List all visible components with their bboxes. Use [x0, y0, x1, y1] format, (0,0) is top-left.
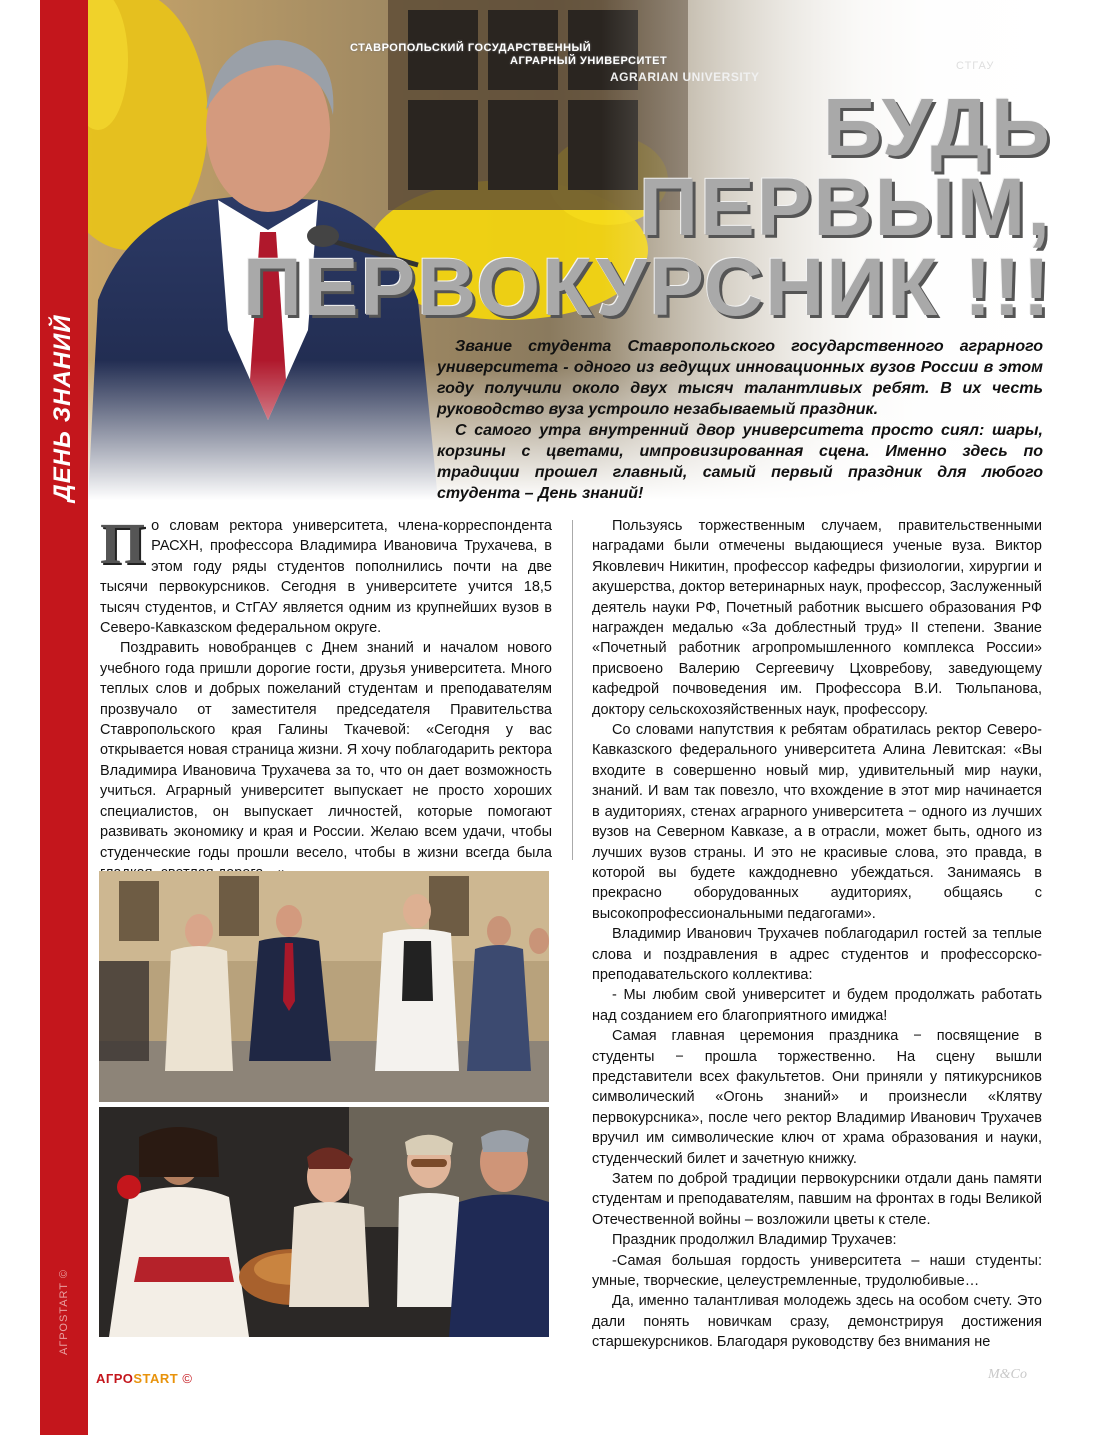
body-paragraph: Владимир Иванович Трухачев поблагодарил гостей за теплые слова и поздравления в адрес студентов и профессорско-преподавательского коллектива: — [592, 926, 1042, 983]
brand-part-start: START — [133, 1371, 179, 1386]
procession-illustration — [99, 871, 549, 1102]
body-paragraph: Поздравить новобранцев с Днем знаний и началом нового учебного года пришли дорогие гости, друзья университета. Много теплых слов и добрых пожеланий студентам и преподавателям прозвучало от заместителя председателя Правительства Ставропольского края Галины Ткачевой: «Сегодня у вас открывается новая страница жизни. Я хочу поблагодарить ректора Владимира Ивановича Трухачева за то, что он дает возможность учиться. Аграрный университет выпускает не просто хороших специалистов, он выпускает личностей, которые помогают развивать экономику и края и России. Желаю всем удачи, чтобы студенческие годы прошли весело, чтобы в жизни всегда была — [100, 640, 552, 861]
university-name-en: AGRARIAN UNIVERSITY — [610, 70, 760, 84]
university-name-line2: АГРАРНЫЙ УНИВЕРСИТЕТ — [510, 55, 668, 67]
side-small-label: АГРОSTART © — [58, 1269, 70, 1355]
university-name-line1: СТАВРОПОЛЬСКИЙ ГОСУДАРСТВЕННЫЙ — [350, 42, 592, 54]
body-paragraph: -Самая большая гордость университета – наши студенты: умные, творческие, целеустремленные, трудолюбивые… — [592, 1252, 1042, 1290]
lead-paragraph: Звание студента Ставропольского государственного аграрного университета - одного из ведущих инновационных вузов России в этом году получили около двух тысяч талантливых ребят. В их честь руководство вуза устроило незабываемый праздник. — [437, 338, 1043, 418]
body-paragraph: - Мы любим свой университет и будем продолжать работать над созданием его благоприятного имиджа! — [592, 987, 1042, 1024]
headline-line2: ПЕРВЫМ, — [639, 162, 1052, 253]
body-text: о словам ректора университета, члена-корреспондента РАСХН, профессора Владимира Ивановича Трухачева, в этом году ряды студентов пополнились почти на две тысячи первокурсников. Сегодня в университете учится 18,5 тысяч студентов, и СтГАУ является одним из крупнейших вузов в Северо-Кавказском федеральном округе. — [100, 518, 552, 637]
university-name-ru — [350, 42, 667, 68]
body-paragraph: Пользуясь торжественным случаем, правительственными наградами были отмечены выдающиеся ученые вуза. Виктор Яковлевич Никитин, профессор кафедры физиологии, хирургии и акушерства, доктор ветеринарных наук, профессор, Заслуженный деятель науки РФ, Почетный работник высшего образования РФ награжден медалью «За доблестный труд» II степени. Звание «Почетный работник агропромышленного комплекса России» присвоено Валерию Сергеевичу Цховребову, заведующему кафедрой почвоведения им. Профессора В.И. Тюльпанова, доктору сельскохозяйственных наук, профессору. — [592, 518, 1042, 718]
article-column-left — [100, 511, 552, 883]
column-divider — [572, 520, 573, 860]
section-label: ДЕНЬ ЗНАНИЙ — [49, 314, 76, 502]
article-column-right — [592, 516, 1042, 1353]
photo-bread-ceremony — [99, 1107, 549, 1337]
section-label-wrap — [42, 310, 86, 520]
lead-paragraph: С самого утра внутренний двор университета просто сиял: шары, корзины с цветами, импровизированная сцена. Именно здесь по традиции прошел главный, самый первый праздник для любого студента – День знаний! — [437, 422, 1043, 502]
brand-copyright: © — [178, 1371, 193, 1386]
body-paragraph — [100, 511, 552, 638]
body-paragraph: Затем по доброй традиции первокурсники отдали дань памяти студентам и преподавателям, павшим на фронтах в годы Великой Отечественной войны – возложили цветы к стеле. — [592, 1171, 1042, 1228]
corner-tag: СТГАУ — [956, 60, 995, 72]
body-paragraph: Самая главная церемония праздника − посвящение в студенты − прошла торжественно. На сцену вышли представители всех факультетов. Они приняли у пятикурсников символический «Огонь знаний» и произнесли «Клятву первокурсника», после чего ректор Владимир Иванович Трухачев вручил им символические ключ от храма образования и науки, студенческий билет и зачетную книжку. — [592, 1028, 1042, 1167]
footer-mark: М&Со — [988, 1367, 1027, 1382]
body-paragraph: Со словами напутствия к ребятам обратилась ректор Северо-Кавказского федерального университета Алина Левитская: «Вы входите в совершенно новый мир, удивительный мир науки, знаний. И вам так повезло, что вхождение в этот мир начинается в аудиториях, стенах аграрного университета − одного из лучших вузов на Северном Кавказе, а в отрасли, может быть, одного из лучших вузов страны. И это не красивые слова, это правда, в которой вы будете каждодневно убеждаться. Занимаясь в прекрасно оборудованных аудиториях, общаясь с высокопрофессиональными педагогами». — [592, 722, 1042, 922]
body-paragraph: Да, именно талантливая молодежь здесь на особом счету. Это дали понять новичкам сразу, демонстрируя достижения старшекурсников. Благодаря руководству без внимания не — [592, 1293, 1042, 1351]
ceremony-illustration — [99, 1107, 549, 1337]
section-band — [40, 0, 88, 1435]
drop-cap: П — [100, 511, 146, 576]
article-lead — [437, 336, 1043, 504]
photo-procession — [99, 871, 549, 1102]
headline-line3: ПЕРВОКУРСНИК !!! — [242, 242, 1052, 333]
body-paragraph: Праздник продолжил Владимир Трухачев: — [612, 1232, 897, 1249]
brand-part-agro: АГРО — [96, 1371, 134, 1386]
footer-brand — [96, 1371, 192, 1386]
side-small-wrap — [44, 1258, 84, 1368]
article-headline — [242, 82, 1052, 333]
headline-line1: БУДЬ — [822, 82, 1052, 173]
